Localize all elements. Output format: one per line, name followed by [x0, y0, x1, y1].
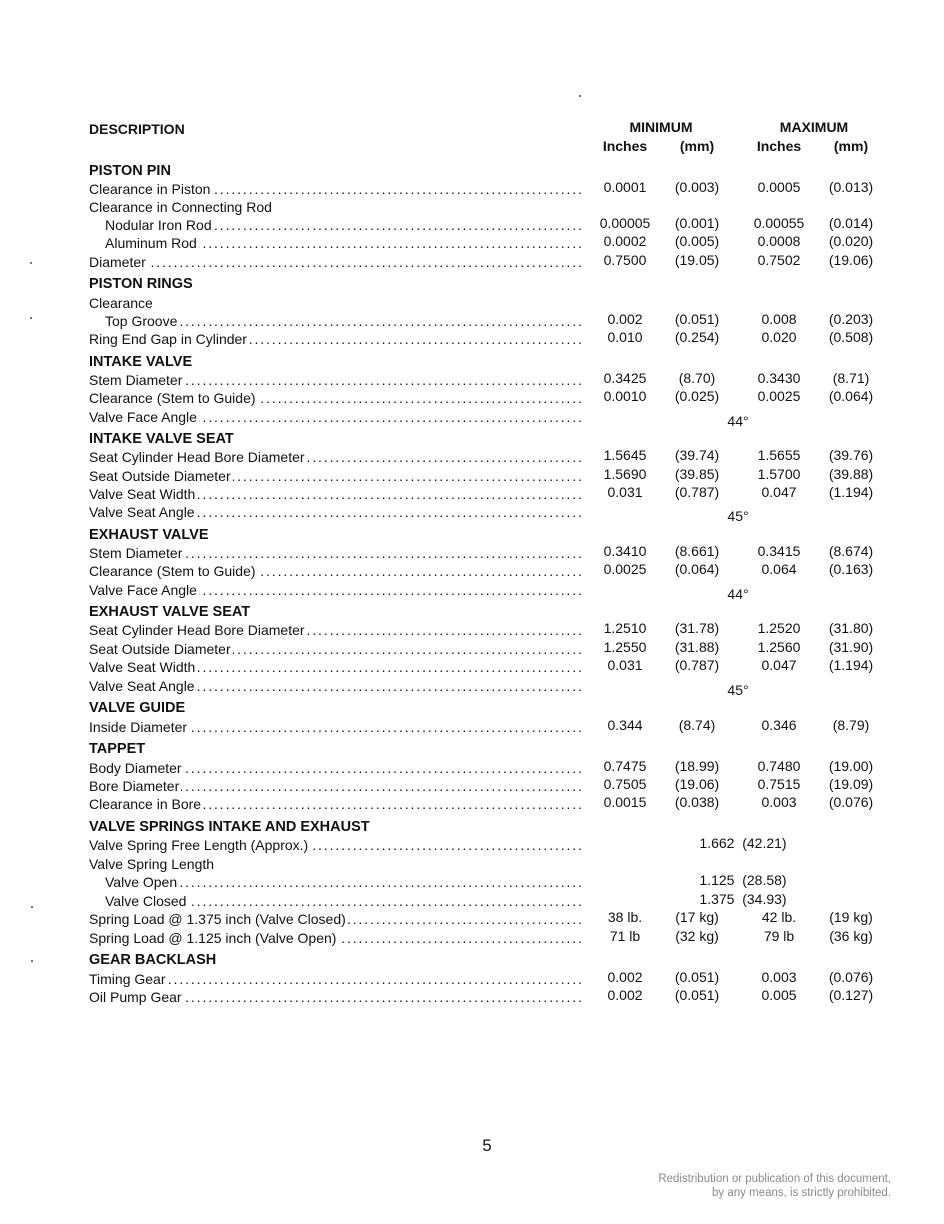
- spec-description-label: Seat Cylinder Head Bore Diameter: [89, 449, 305, 465]
- section-heading: [89, 431, 581, 447]
- max-inches-value: 1.5700: [757, 466, 801, 482]
- min-inches-value: 0.7505: [603, 776, 647, 792]
- min-mm-value: (0.001): [674, 215, 720, 231]
- angle-value: 44°: [727, 586, 749, 602]
- section-heading: [89, 819, 581, 835]
- min-inches-value: 0.0025: [603, 561, 647, 577]
- min-inches-value: 0.344: [607, 717, 643, 733]
- spec-description: [89, 295, 581, 311]
- max-mm-value: (36 kg): [829, 928, 873, 944]
- max-inches-value: 0.0005: [757, 179, 801, 195]
- min-mm-value: (8.661): [674, 543, 720, 559]
- min-inches-value: 1.2550: [603, 639, 647, 655]
- spec-description: [89, 796, 581, 812]
- spec-description-label: Valve Seat Width: [89, 659, 196, 675]
- spec-description: [89, 199, 581, 215]
- length-value: 1.125 (28.58): [699, 872, 787, 888]
- spec-description-label: Valve Seat Angle: [89, 678, 195, 694]
- angle-value: 45°: [727, 508, 749, 524]
- spec-description-label: Seat Cylinder Head Bore Diameter: [89, 622, 305, 638]
- spec-description-label: Spring Load @ 1.375 inch (Valve Closed): [89, 911, 346, 927]
- spec-description-label: Top Groove: [105, 313, 178, 329]
- spec-description-label: Aluminum Rod: [105, 235, 197, 251]
- section-heading-label: TAPPET: [89, 741, 146, 757]
- min-inches-value: 0.0010: [603, 388, 647, 404]
- scan-speck: [579, 95, 581, 97]
- spec-row: [0, 449, 944, 468]
- max-mm-value: (0.076): [828, 794, 874, 810]
- section-heading: [89, 741, 581, 757]
- spec-row: [0, 390, 944, 409]
- spec-row: [0, 254, 944, 273]
- section-heading-label: INTAKE VALVE: [89, 354, 193, 370]
- spec-row: [0, 372, 944, 391]
- max-inches-value: 0.7480: [757, 758, 801, 774]
- spec-row: [0, 468, 944, 487]
- spec-row: [0, 678, 944, 697]
- section-heading: [89, 604, 581, 620]
- min-inches-value: 0.7475: [603, 758, 647, 774]
- max-mm-value: (0.508): [828, 329, 874, 345]
- min-mm-value: (31.88): [674, 639, 720, 655]
- section-heading-row: [0, 354, 944, 373]
- section-heading-label: EXHAUST VALVE SEAT: [89, 604, 251, 620]
- section-heading: [89, 700, 581, 716]
- max-inches-header: Inches: [756, 138, 802, 154]
- section-heading-label: PISTON RINGS: [89, 276, 193, 292]
- spec-description-label: Seat Outside Diameter: [89, 468, 231, 484]
- length-value: 1.375 (34.93): [699, 891, 787, 907]
- spec-row: [0, 504, 944, 523]
- section-heading-label: PISTON PIN: [89, 163, 171, 179]
- min-mm-value: (0.787): [674, 484, 720, 500]
- spec-description: [89, 504, 581, 520]
- spec-description: [89, 837, 581, 853]
- max-inches-value: 0.7515: [757, 776, 801, 792]
- spec-description: [89, 659, 581, 675]
- max-mm-value: (8.71): [832, 370, 870, 386]
- spec-description: [89, 719, 581, 735]
- min-mm-value: (0.787): [674, 657, 720, 673]
- min-mm-value: (19.05): [674, 252, 720, 268]
- min-mm-value: (31.78): [674, 620, 720, 636]
- min-inches-value: 0.031: [607, 484, 643, 500]
- spec-description: [89, 678, 581, 694]
- min-inches-value: 0.002: [607, 969, 643, 985]
- max-inches-value: 0.0008: [757, 233, 801, 249]
- min-mm-value: (8.74): [678, 717, 716, 733]
- spec-description: [105, 874, 581, 890]
- min-inches-value: 38 lb.: [607, 909, 643, 925]
- spec-row: [0, 313, 944, 332]
- max-mm-value: (8.79): [832, 717, 870, 733]
- spec-description: [89, 181, 581, 197]
- spec-description: [105, 235, 581, 251]
- spec-row: [0, 930, 944, 949]
- section-heading: [89, 276, 581, 292]
- max-mm-value: (31.80): [828, 620, 874, 636]
- max-mm-value: (19.09): [828, 776, 874, 792]
- max-mm-value: (19.00): [828, 758, 874, 774]
- max-mm-value: (19 kg): [829, 909, 873, 925]
- section-heading-row: [0, 741, 944, 760]
- min-inches-value: 0.7500: [603, 252, 647, 268]
- min-mm-value: (0.005): [674, 233, 720, 249]
- max-inches-value: 79 lb: [763, 928, 795, 944]
- angle-value: 45°: [727, 682, 749, 698]
- minimum-header: MINIMUM: [629, 119, 693, 135]
- spec-description: [89, 856, 581, 872]
- max-mm-value: (19.06): [828, 252, 874, 268]
- max-mm-value: (8.674): [828, 543, 874, 559]
- spec-description: [89, 971, 581, 987]
- max-inches-value: 0.7502: [757, 252, 801, 268]
- max-mm-value: (39.88): [828, 466, 874, 482]
- spec-description-label: Seat Outside Diameter: [89, 641, 231, 657]
- spec-description-label: Timing Gear: [89, 971, 166, 987]
- spec-row: [0, 582, 944, 601]
- min-mm-value: (0.051): [674, 987, 720, 1003]
- min-inches-value: 0.010: [607, 329, 643, 345]
- max-inches-value: 42 lb.: [761, 909, 797, 925]
- min-inches-value: 1.2510: [603, 620, 647, 636]
- min-mm-value: (0.254): [674, 329, 720, 345]
- max-inches-value: 1.2520: [757, 620, 801, 636]
- min-mm-value: (0.051): [674, 311, 720, 327]
- spec-description: [89, 989, 581, 1005]
- section-heading-row: [0, 819, 944, 838]
- min-inches-value: 0.3425: [603, 370, 647, 386]
- min-mm-value: (0.038): [674, 794, 720, 810]
- spec-description-label: Valve Closed: [105, 893, 187, 909]
- spec-row: [0, 486, 944, 505]
- angle-value: 44°: [727, 413, 749, 429]
- spec-description: [89, 390, 581, 406]
- max-mm-header: (mm): [833, 138, 869, 154]
- max-inches-value: 1.2560: [757, 639, 801, 655]
- spec-description: [105, 217, 581, 233]
- section-heading-label: VALVE SPRINGS INTAKE AND EXHAUST: [89, 819, 370, 835]
- min-mm-value: (0.003): [674, 179, 720, 195]
- min-mm-header: (mm): [679, 138, 715, 154]
- spec-description: [89, 622, 581, 638]
- spec-row: [0, 545, 944, 564]
- spec-description-label: Inside Diameter: [89, 719, 188, 735]
- spec-description-label: Clearance in Piston: [89, 181, 211, 197]
- min-inches-value: 0.3410: [603, 543, 647, 559]
- spec-description-label: Stem Diameter: [89, 372, 183, 388]
- spec-description: [89, 563, 581, 579]
- max-mm-value: (0.127): [828, 987, 874, 1003]
- spec-description-label: Clearance (Stem to Guide): [89, 563, 256, 579]
- max-inches-value: 1.5655: [757, 447, 801, 463]
- section-heading: [89, 952, 581, 968]
- spec-description-label: Body Diameter: [89, 760, 182, 776]
- max-mm-value: (0.064): [828, 388, 874, 404]
- spec-description-label: Bore Diameter: [89, 778, 180, 794]
- spec-row: [0, 409, 944, 428]
- spec-description-label: Valve Open: [105, 874, 178, 890]
- spec-row: [0, 622, 944, 641]
- max-inches-value: 0.3415: [757, 543, 801, 559]
- spec-description-label: Spring Load @ 1.125 inch (Valve Open): [89, 930, 337, 946]
- spec-description: [89, 930, 581, 946]
- section-heading-row: [0, 952, 944, 971]
- spec-row: [0, 659, 944, 678]
- min-inches-value: 0.0002: [603, 233, 647, 249]
- section-heading-row: [0, 527, 944, 546]
- spec-row: [0, 893, 944, 912]
- min-mm-value: (18.99): [674, 758, 720, 774]
- spec-description-label: Clearance in Connecting Rod: [89, 199, 272, 215]
- spec-row: [0, 235, 944, 254]
- max-inches-value: 0.00055: [753, 215, 805, 231]
- section-heading-row: [0, 276, 944, 295]
- max-inches-value: 0.3430: [757, 370, 801, 386]
- max-inches-value: 0.346: [761, 717, 797, 733]
- spec-row: [0, 181, 944, 200]
- spec-description-label: Clearance (Stem to Guide): [89, 390, 256, 406]
- min-mm-value: (39.85): [674, 466, 720, 482]
- section-heading-row: [0, 163, 944, 182]
- min-inches-value: 1.5690: [603, 466, 647, 482]
- spec-row: [0, 641, 944, 660]
- spec-description: [89, 778, 581, 794]
- section-heading: [89, 163, 581, 179]
- page-number: 5: [482, 1136, 492, 1155]
- spec-description: [89, 911, 581, 927]
- spec-description-label: Clearance: [89, 295, 153, 311]
- min-mm-value: (8.70): [678, 370, 716, 386]
- section-heading-label: EXHAUST VALVE: [89, 527, 209, 543]
- copyright-notice: [658, 1172, 891, 1200]
- min-mm-value: (0.025): [674, 388, 720, 404]
- spec-description-label: Valve Seat Width: [89, 486, 196, 502]
- max-mm-value: (0.020): [828, 233, 874, 249]
- spec-description: [89, 409, 581, 425]
- min-mm-value: (39.74): [674, 447, 720, 463]
- max-inches-value: 0.003: [761, 794, 797, 810]
- description-header: DESCRIPTION: [89, 121, 185, 137]
- spec-row: [0, 217, 944, 236]
- notice-line: Redistribution or publication of this document,: [658, 1173, 891, 1185]
- section-heading-row: [0, 700, 944, 719]
- spec-description-label: Valve Spring Free Length (Approx.): [89, 837, 309, 853]
- section-heading: [89, 527, 581, 543]
- min-mm-value: (32 kg): [675, 928, 719, 944]
- spec-description: [89, 760, 581, 776]
- spec-description: [89, 254, 581, 270]
- min-inches-value: 0.00005: [599, 215, 651, 231]
- spec-description-label: Diameter: [89, 254, 146, 270]
- spec-description-label: Valve Seat Angle: [89, 504, 195, 520]
- spec-row: [0, 874, 944, 893]
- spec-description-label: Ring End Gap in Cylinder: [89, 331, 247, 347]
- min-inches-value: 0.002: [607, 987, 643, 1003]
- max-inches-value: 0.003: [761, 969, 797, 985]
- min-mm-value: (19.06): [674, 776, 720, 792]
- max-mm-value: (0.163): [828, 561, 874, 577]
- max-mm-value: (0.203): [828, 311, 874, 327]
- max-inches-value: 0.047: [761, 484, 797, 500]
- min-mm-value: (0.051): [674, 969, 720, 985]
- min-mm-value: (17 kg): [675, 909, 719, 925]
- min-inches-header: Inches: [602, 138, 648, 154]
- spec-row: [0, 563, 944, 582]
- spec-description-label: Valve Face Angle: [89, 409, 197, 425]
- spec-description: [89, 582, 581, 598]
- spec-description-label: Valve Spring Length: [89, 856, 215, 872]
- maximum-header: MAXIMUM: [779, 119, 849, 135]
- length-value: 1.662 (42.21): [699, 835, 787, 851]
- spec-description: [105, 893, 581, 909]
- max-mm-value: (0.014): [828, 215, 874, 231]
- spec-description: [89, 486, 581, 502]
- spec-row: [0, 989, 944, 1008]
- spec-row: [0, 837, 944, 856]
- spec-row: [0, 911, 944, 930]
- min-inches-value: 1.5645: [603, 447, 647, 463]
- spec-description: [89, 372, 581, 388]
- spec-row: [0, 796, 944, 815]
- min-inches-value: 0.031: [607, 657, 643, 673]
- section-heading-row: [0, 604, 944, 623]
- max-mm-value: (31.90): [828, 639, 874, 655]
- min-mm-value: (0.064): [674, 561, 720, 577]
- max-inches-value: 0.0025: [757, 388, 801, 404]
- notice-line: by any means, is strictly prohibited.: [712, 1187, 891, 1199]
- spec-description-label: Stem Diameter: [89, 545, 183, 561]
- spec-row: [0, 971, 944, 990]
- min-inches-value: 0.002: [607, 311, 643, 327]
- section-heading-label: VALVE GUIDE: [89, 700, 186, 716]
- section-heading: [89, 354, 581, 370]
- min-inches-value: 0.0015: [603, 794, 647, 810]
- spec-description-label: Oil Pump Gear: [89, 989, 182, 1005]
- spec-description: [89, 468, 581, 484]
- max-inches-value: 0.008: [761, 311, 797, 327]
- max-inches-value: 0.005: [761, 987, 797, 1003]
- spec-row: [0, 331, 944, 350]
- max-inches-value: 0.047: [761, 657, 797, 673]
- spec-description: [89, 545, 581, 561]
- spec-description: [89, 331, 581, 347]
- spec-description: [89, 449, 581, 465]
- spec-row: [0, 856, 944, 875]
- spec-description: [105, 313, 581, 329]
- max-mm-value: (1.194): [828, 484, 874, 500]
- spec-row: [0, 295, 944, 314]
- spec-row: [0, 760, 944, 779]
- max-mm-value: (1.194): [828, 657, 874, 673]
- max-inches-value: 0.064: [761, 561, 797, 577]
- spec-description-label: Clearance in Bore: [89, 796, 202, 812]
- max-mm-value: (0.076): [828, 969, 874, 985]
- spec-description-label: Nodular Iron Rod: [105, 217, 212, 233]
- min-inches-value: 71 lb: [609, 928, 641, 944]
- min-inches-value: 0.0001: [603, 179, 647, 195]
- max-mm-value: (39.76): [828, 447, 874, 463]
- max-mm-value: (0.013): [828, 179, 874, 195]
- section-heading-row: [0, 431, 944, 450]
- spec-row: [0, 778, 944, 797]
- max-inches-value: 0.020: [761, 329, 797, 345]
- section-heading-label: INTAKE VALVE SEAT: [89, 431, 234, 447]
- section-heading-label: GEAR BACKLASH: [89, 952, 217, 968]
- spec-row: [0, 719, 944, 738]
- spec-description-label: Valve Face Angle: [89, 582, 197, 598]
- spec-description: [89, 641, 581, 657]
